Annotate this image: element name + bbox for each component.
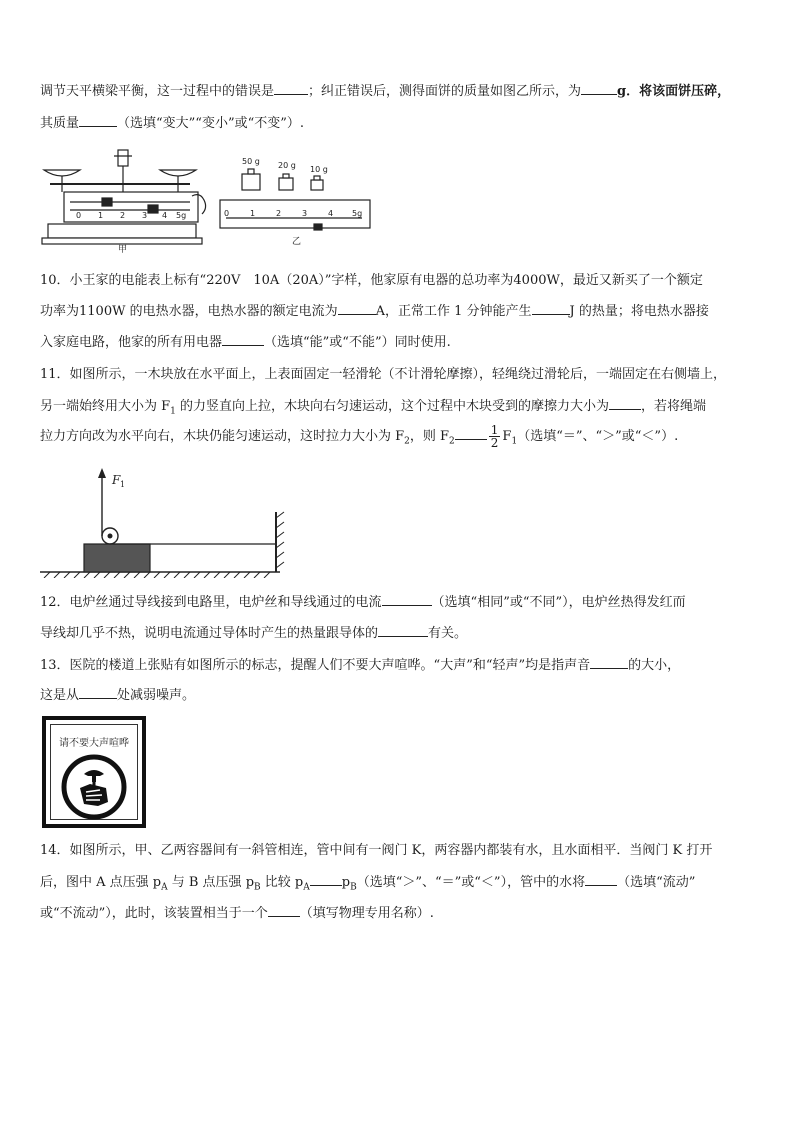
- q13-line-2: [40, 686, 756, 705]
- q10-line-1: [40, 272, 756, 290]
- q9-text-e: （选填“变大”“变小”或“不变”）.: [117, 116, 305, 131]
- quiet-sign-icon: [60, 754, 128, 820]
- q11-figure: [40, 466, 300, 578]
- weight-label-50: 50 g: [242, 157, 260, 166]
- label-jia: 甲: [118, 245, 128, 254]
- q12-blank-current[interactable]: [382, 593, 432, 606]
- scale-tick-5: 5g: [352, 209, 363, 218]
- q12-text-c: 导线却几乎不热，说明电流通过导体时产生的热量跟导体的: [40, 626, 379, 641]
- q14-text-d: 比较 p: [260, 875, 304, 890]
- q10-blank-use[interactable]: [222, 333, 264, 346]
- q13-line-1: [40, 656, 756, 675]
- q14-text-f: （选填“＞”、“＝”或“＜”），管中的水将: [356, 875, 586, 890]
- weights-figure: [242, 157, 328, 174]
- q9-figure: [40, 146, 380, 254]
- q13-text-c: 这是从: [40, 688, 80, 703]
- weight-20g-knob: [283, 174, 289, 178]
- q11-sub-3: 2: [449, 436, 455, 447]
- weight-label-10: 10 g: [310, 165, 328, 174]
- q14-line-3: [40, 904, 756, 923]
- q11-text-b: 另一端始终用大小为 F: [40, 399, 171, 414]
- balance-tick-2: 2: [120, 211, 126, 220]
- q10-line-2: [40, 302, 756, 321]
- q14-blank-flow[interactable]: [585, 873, 617, 886]
- q13-text-b: 的大小，: [628, 658, 681, 673]
- q11-line-1: [40, 366, 756, 384]
- scale-tick-2: 2: [276, 209, 282, 218]
- ground-hatch: [44, 572, 270, 578]
- q12-line-1: [40, 593, 756, 612]
- q9-text-c: g．将该面饼压碎，: [617, 84, 731, 99]
- q12-line-2: [40, 624, 756, 643]
- q11-blank-friction[interactable]: [609, 397, 641, 410]
- q9-text-b: ；纠正错误后，测得面饼的质量如图乙所示，为: [308, 84, 582, 99]
- q11-fraction: [489, 424, 501, 449]
- q14-text-e: p: [341, 875, 351, 890]
- balance-tick-4: 4: [162, 211, 168, 220]
- q11-text-h: （选填“＝”、“＞”或“＜”）.: [517, 429, 679, 444]
- q11-text-e: 拉力方向改为水平向右，木块仍能匀速运动，这时拉力大小为 F: [40, 429, 405, 444]
- balance-tick-3: 3: [142, 211, 148, 220]
- q14-text-h: 或“不流动”），此时，该装置相当于一个: [40, 906, 268, 921]
- q13-blank-where[interactable]: [79, 686, 117, 699]
- q9-line-1: [40, 82, 756, 101]
- q14-text-b: 后，图中 A 点压强 p: [40, 875, 162, 890]
- q11-sub-4: 1: [511, 436, 518, 447]
- q9-blank-mass[interactable]: [581, 82, 617, 95]
- wall-hatch: [276, 512, 284, 568]
- q13-blank-property[interactable]: [590, 656, 628, 669]
- q9-blank-error[interactable]: [274, 82, 308, 95]
- scale-tick-0: 0: [224, 209, 230, 218]
- q12-text-b: （选填“相同”或“不同”），电炉丝热得发红而: [431, 595, 686, 610]
- q14-line-1: [40, 842, 756, 860]
- q14-text-a: 14．如图所示，甲、乙两容器间有一斜管相连，管中间有一阀门 K，两容器内都装有水，且水面相平．当阀门 K 打开: [40, 843, 713, 858]
- q10-text-d: J 的热量；将电热水器接: [569, 304, 709, 319]
- q11-sub-1: 1: [170, 406, 176, 417]
- wood-block: [84, 544, 150, 572]
- force-label-sub: 1: [120, 480, 126, 489]
- q11-frac-num: 1: [490, 423, 499, 437]
- q9-blank-change[interactable]: [79, 114, 117, 127]
- q12-blank-factor[interactable]: [378, 624, 428, 637]
- q14-blank-name[interactable]: [268, 904, 300, 917]
- q14-text-c: 与 B 点压强 p: [167, 875, 255, 890]
- q10-blank-current[interactable]: [338, 302, 376, 315]
- q9-line-2: [40, 114, 756, 133]
- force-label: F: [112, 473, 121, 487]
- balance-tick-5: 5g: [176, 211, 187, 220]
- balance-tick-1: 1: [98, 211, 104, 220]
- q9-text-d: 其质量: [40, 116, 80, 131]
- pulley-axle: [108, 534, 113, 539]
- q9-text-a: 调节天平横梁平衡，这一过程中的错误是: [40, 84, 275, 99]
- q11-text-c: 的力竖直向上拉，木块向右匀速运动，这个过程中木块受到的摩擦力大小为: [175, 399, 610, 414]
- q11-text-d: ，若将绳端: [641, 399, 707, 414]
- q10-line-3: [40, 333, 756, 352]
- q11-blank-compare[interactable]: [455, 427, 487, 440]
- q14-sub-a: A: [161, 882, 168, 893]
- q11-sub-2: 2: [404, 436, 410, 447]
- q12-text-d: 有关。: [428, 626, 468, 641]
- q11-text-g: F: [502, 429, 512, 444]
- q14-sub-c: A: [303, 882, 310, 893]
- force-arrow: [98, 468, 106, 478]
- q13-text-d: 处减弱噪声。: [117, 688, 196, 703]
- q11-line-2: [40, 397, 756, 421]
- quiet-sign-text: 请不要大声喧哗: [59, 738, 129, 749]
- scale-ruler: [220, 200, 370, 230]
- balance-figure: [42, 150, 206, 244]
- q10-text-a: 10．小王家的电能表上标有“220V 10A（20A）”字样，他家原有电器的总功率为4000W，最近又新买了一个额定: [40, 273, 703, 288]
- q14-line-2: [40, 873, 756, 897]
- q10-text-e: 入家庭电路，他家的所有用电器: [40, 335, 223, 350]
- weight-20g: [279, 178, 293, 190]
- q10-text-f: （选填“能”或“不能”）同时使用.: [264, 335, 451, 350]
- q14-text-i: （填写物理专用名称）.: [299, 906, 434, 921]
- balance-tick-0: 0: [76, 211, 82, 220]
- quiet-sign: [42, 716, 146, 828]
- q11-text-f: ，则 F: [409, 429, 450, 444]
- q13-text-a: 13．医院的楼道上张贴有如图所示的标志，提醒人们不要大声喧哗。“大声”和“轻声”均是指声音: [40, 658, 591, 673]
- weight-50g: [242, 174, 260, 190]
- q10-text-c: A，正常工作 1 分钟能产生: [375, 304, 532, 319]
- q14-blank-compare[interactable]: [310, 873, 342, 886]
- q14-sub-b: B: [254, 882, 261, 893]
- weight-label-20: 20 g: [278, 161, 296, 170]
- q14-text-g: （选填“流动”: [617, 875, 696, 890]
- weight-10g-knob: [314, 176, 320, 180]
- q14-sub-d: B: [350, 882, 357, 893]
- scale-tick-4: 4: [328, 209, 334, 218]
- scale-tick-1: 1: [250, 209, 256, 218]
- scale-tick-3: 3: [302, 209, 308, 218]
- weight-50g-knob: [248, 169, 254, 174]
- q11-text-a: 11．如图所示，一木块放在水平面上，上表面固定一轻滑轮（不计滑轮摩擦），轻绳绕过滑轮后，一端固定在右侧墙上，: [40, 367, 727, 382]
- label-yi: 乙: [292, 237, 302, 247]
- q11-line-3: [40, 424, 756, 455]
- weight-10g: [311, 180, 323, 190]
- q12-text-a: 12．电炉丝通过导线接到电路里，电炉丝和导线通过的电流: [40, 595, 382, 610]
- q10-blank-heat[interactable]: [532, 302, 570, 315]
- q10-text-b: 功率为1100W 的电热水器，电热水器的额定电流为: [40, 304, 338, 319]
- q11-frac-den: 2: [490, 436, 499, 450]
